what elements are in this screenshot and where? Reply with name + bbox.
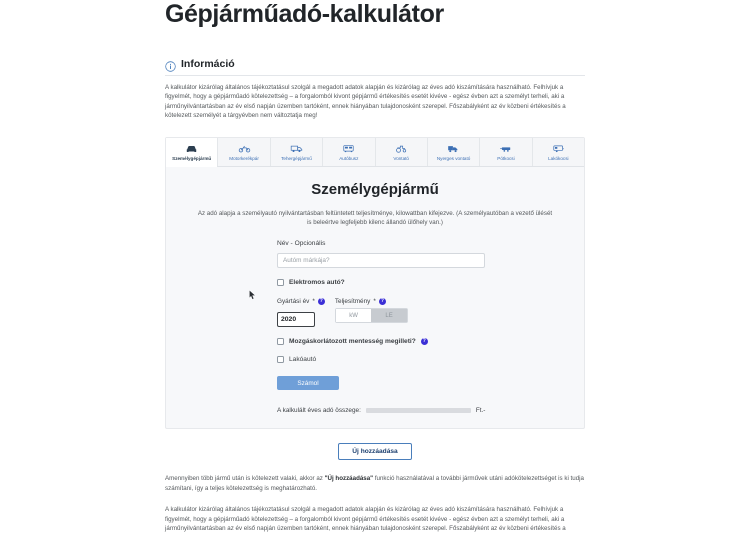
information-paragraph: A kalkulátor kizárólag általános tájékoztatásul szolgál a megadott adatok alapján és kizárólag az éves adó kiszámítására használható. Felhívjuk a figyelmét, hogy a gépjárműadó kötelezettség – a forgalomból kivont gépjármű értékesítés esetét kivéve - egész évben azt a személyt terheli, aki a járműnyilvántartásban az év első napján üzemben tartóként, ennek hiányában tulajdonosként szerepel. Főszabályként az év közbeni értékesítés a kötelezett személyét a tárgyévben nem változtatja meg! [165, 84, 566, 120]
footer-paragraph-secondary: A kalkulátor kizárólag általános tájékoztatásul szolgál a megadott adatok alapján és kizárólag az éves adó kiszámítására használható. Felhívjuk a figyelmét, hogy a gépjárműadó kötelezettség – a forgalomból kivont gépjármű értékesítés esetét kivéve - egész évben azt a személyt terheli, aki a járműnyilvántartásban az év első napján üzemben tartóként, ennek hiányában tulajdonosként szerepel. Főszabályként az év közbeni értékesítés a [165, 506, 566, 532]
footer-text-strong: "Új hozzáadása" [324, 475, 374, 483]
name-input[interactable] [277, 253, 485, 268]
tab-szemelygepjarmu[interactable] [166, 138, 218, 166]
name-field-label: Név - Opcionális [277, 239, 326, 247]
tab-label: Vontató [393, 155, 409, 161]
vehicle-type-description: Az adó alapja a személyautó nyilvántartásban feltüntetett teljesítménye, kilowattban kifejezve. (A személyautóban a vezető ülését is beleértve legfeljebb kilenc állandó ülőhely van.) [197, 209, 553, 227]
footer-paragraph [165, 474, 585, 493]
power-field-label: Teljesítmény [334, 298, 371, 306]
caravan-icon [552, 143, 565, 154]
tab-label: Lakókocsi [548, 155, 569, 161]
year-field-label-row [277, 298, 325, 305]
motorhome-label: Lakóautó [289, 356, 317, 364]
tab-vontato[interactable] [376, 138, 428, 166]
power-required-mark: * [373, 298, 376, 306]
information-heading-label: Információ [181, 58, 235, 70]
result-currency-unit: Ft.- [475, 407, 486, 415]
disabled-exemption-row[interactable] [277, 338, 562, 345]
semi-truck-icon [447, 143, 460, 154]
truck-icon [290, 143, 303, 154]
result-label: A kalkulált éves adó összege: [277, 407, 361, 415]
power-unit-toggle[interactable] [335, 308, 408, 323]
motorhome-row[interactable] [277, 356, 562, 363]
disabled-exemption-help-icon[interactable]: ? [422, 338, 426, 345]
year-required-mark: * [312, 298, 315, 306]
motorcycle-icon [238, 143, 251, 154]
unit-kw-button[interactable]: kW [336, 309, 372, 322]
year-field-label: Gyártási év [277, 298, 310, 306]
bus-icon [342, 143, 355, 154]
page-content [165, 0, 585, 533]
information-heading [165, 58, 585, 76]
year-input[interactable] [277, 312, 315, 327]
car-icon [185, 143, 198, 154]
tab-label: Tehergépjármű [281, 155, 312, 161]
tab-tehergepjarmu[interactable] [271, 138, 323, 166]
tab-label: Személygépjármű [172, 155, 212, 161]
tab-potkocsi[interactable] [480, 138, 532, 166]
tab-lakokocsi[interactable] [533, 138, 584, 166]
result-row [277, 407, 562, 416]
add-button-wrapper [165, 443, 585, 460]
footer-text-suffix: funkció használatával a további járművek utáni adókötelezettséget is ki tudja számítani, így a teljes kötelezettség is meghatározható. [165, 475, 584, 492]
add-new-vehicle-button[interactable]: Új hozzáadása [338, 443, 411, 460]
power-field-group [335, 298, 408, 327]
disabled-exemption-label: Mozgáskorlátozott mentesség megilleti? [289, 338, 416, 346]
info-circle-icon [165, 59, 176, 70]
footer-text-prefix: Amennyiben több jármű után is kötelezett valaki, akkor az [165, 475, 325, 483]
tab-label: Nyerges vontató [436, 155, 471, 161]
tab-label: Motorkerékpár [229, 155, 259, 161]
power-field-label-row [335, 298, 408, 305]
year-field-group [277, 298, 325, 327]
year-help-icon[interactable]: ? [319, 298, 323, 305]
vehicle-type-title: Személygépjármű [311, 180, 439, 198]
power-help-icon[interactable]: ? [380, 298, 384, 305]
calculate-button[interactable]: Számol [277, 376, 339, 390]
electric-car-label: Elektromos autó? [289, 279, 345, 287]
calculator-form [188, 240, 562, 417]
year-power-row [277, 298, 562, 327]
motorhome-checkbox[interactable] [277, 356, 284, 363]
vehicle-type-tabs [166, 138, 584, 167]
result-value-field [366, 408, 471, 413]
unit-le-button[interactable]: LE [371, 309, 407, 322]
electric-car-checkbox-row[interactable] [277, 279, 562, 286]
tab-autobusz[interactable] [323, 138, 375, 166]
tab-label: Pótkocsi [497, 155, 515, 161]
tab-label: Autóbusz [339, 155, 359, 161]
page-title: Gépjárműadó-kalkulátor [165, 0, 444, 28]
electric-car-checkbox[interactable] [277, 279, 284, 286]
tab-nyerges-vontato[interactable] [428, 138, 480, 166]
calculator-body [166, 167, 584, 417]
tab-motorkerekpar[interactable] [218, 138, 270, 166]
calculator-card [165, 137, 585, 430]
disabled-exemption-checkbox[interactable] [277, 338, 284, 345]
trailer-icon [499, 143, 512, 154]
tractor-icon [395, 143, 408, 154]
